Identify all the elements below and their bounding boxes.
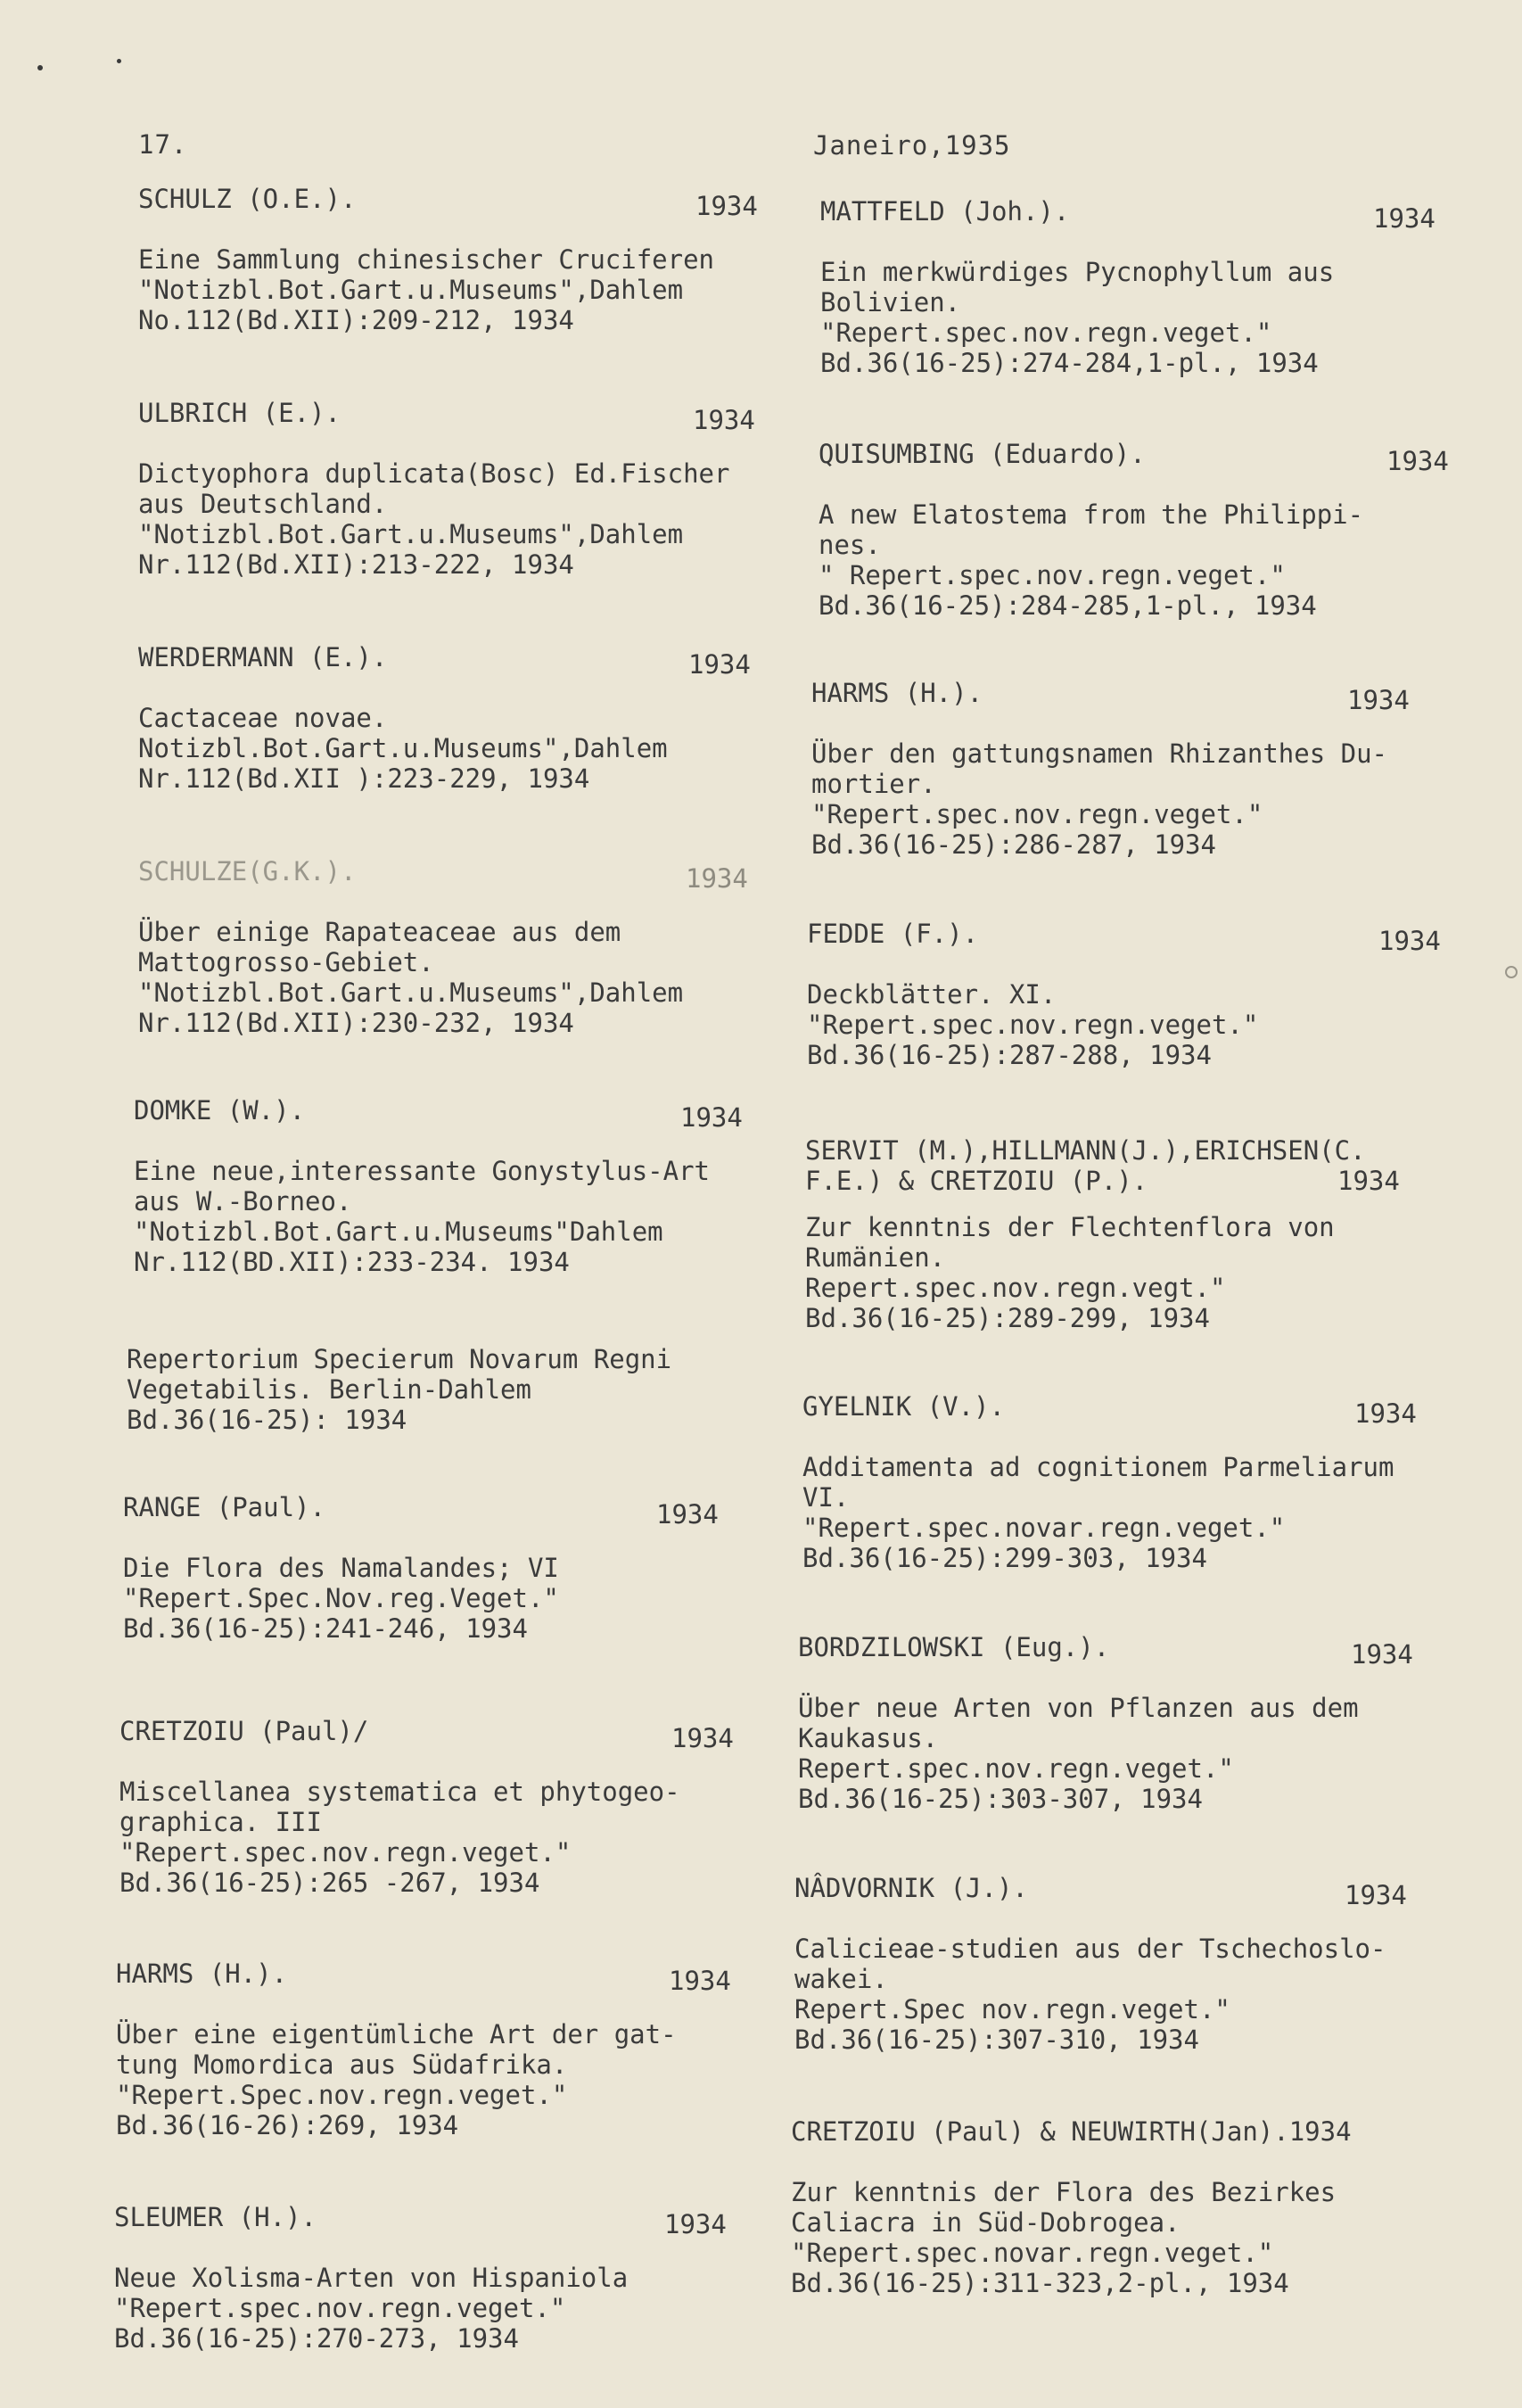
entry-line: Vegetabilis. Berlin-Dahlem [127, 1374, 531, 1405]
entry-author: SCHULZ (O.E.). [138, 184, 357, 214]
entry-line: Rumänien. [805, 1242, 946, 1273]
entry-repertorium [127, 1344, 822, 1435]
entry-author: DOMKE (W.). [134, 1095, 306, 1126]
entry-line: Nr.112(Bd.XII):230-232, 1934 [138, 1008, 574, 1038]
entry-line: "Repert.spec.nov.regn.veget." [114, 2293, 566, 2323]
entry-line: Miscellanea systematica et phytogeo- [119, 1777, 680, 1807]
entry-line: Additamenta ad cognitionem Parmeliarum [802, 1452, 1394, 1482]
entry-author: SERVIT (M.),HILLMANN(J.),ERICHSEN(C. [805, 1135, 1366, 1166]
entry-line: "Repert.Spec.nov.regn.veget." [116, 2080, 568, 2110]
entry-author-continued: F.E.) & CRETZOIU (P.). [805, 1166, 1148, 1196]
entry-line: Bd.36(16-25):289-299, 1934 [805, 1303, 1210, 1333]
entry-line: Bd.36(16-25):303-307, 1934 [798, 1784, 1203, 1814]
entry-author: GYELNIK (V.). [802, 1391, 1005, 1422]
entry-line: "Notizbl.Bot.Gart.u.Museums",Dahlem [138, 977, 684, 1008]
entry-year: 1934 [656, 1499, 719, 1530]
entry-werdermann [138, 642, 834, 794]
entry-line: Über eine eigentümliche Art der gat- [116, 2019, 677, 2049]
entry-line: Repert.spec.nov.regn.veget." [798, 1753, 1234, 1784]
page-date: Janeiro,1935 [813, 130, 1011, 161]
entry-line: Bd.36(16-25):274-284,1-pl., 1934 [820, 348, 1319, 378]
entry-range [123, 1492, 819, 1644]
entry-line: aus W.-Borneo. [134, 1186, 352, 1216]
entry-sleumer [114, 2202, 810, 2354]
entry-line: Mattogrosso-Gebiet. [138, 947, 434, 977]
entry-line: Zur kenntnis der Flora des Bezirkes [791, 2177, 1337, 2207]
entry-author: CRETZOIU (Paul) & NEUWIRTH(Jan).1934 [791, 2116, 1352, 2147]
entry-line: Über neue Arten von Pflanzen aus dem [798, 1693, 1359, 1723]
entry-harms-right [811, 678, 1507, 860]
entry-line: "Repert.spec.nov.regn.veget." [807, 1010, 1259, 1040]
entry-year: 1934 [680, 1102, 743, 1133]
entry-line: Eine neue,interessante Gonystylus-Art [134, 1156, 711, 1186]
entry-line: Bd.36(16-25):265 -267, 1934 [119, 1868, 540, 1898]
entry-mattfeld [820, 196, 1516, 378]
entry-line: Zur kenntnis der Flechtenflora von [805, 1212, 1335, 1242]
entry-year: 1934 [1337, 1166, 1400, 1196]
entry-line: Ein merkwürdiges Pycnophyllum aus [820, 257, 1335, 287]
entry-author: WERDERMANN (E.). [138, 642, 388, 672]
entry-line: VI. [802, 1482, 850, 1513]
entry-line: "Repert.spec.nov.regn.veget." [119, 1837, 572, 1868]
entry-author: CRETZOIU (Paul)/ [119, 1716, 369, 1746]
entry-harms-left [116, 1959, 811, 2140]
entry-author: SCHULZE(G.K.). [138, 856, 357, 887]
entry-line: mortier. [811, 769, 936, 799]
entry-cretzoiu [119, 1716, 815, 1898]
entry-line: "Repert.spec.nov.regn.veget." [820, 317, 1272, 348]
ink-speck [117, 59, 121, 63]
entry-year: 1934 [671, 1723, 734, 1753]
entry-line: Bd.36(16-25):284-285,1-pl., 1934 [819, 590, 1317, 621]
entry-year: 1934 [1373, 203, 1436, 234]
entry-line: Bd.36(16-25):287-288, 1934 [807, 1040, 1212, 1070]
entry-nadvornik [794, 1873, 1490, 2055]
entry-author: SLEUMER (H.). [114, 2202, 317, 2232]
entry-year: 1934 [695, 191, 758, 221]
margin-mark [1505, 966, 1518, 978]
entry-line: "Repert.spec.nov.regn.veget." [811, 799, 1263, 829]
entry-author: MATTFELD (Joh.). [820, 196, 1070, 227]
entry-line: Bd.36(16-26):269, 1934 [116, 2110, 459, 2140]
entry-author: HARMS (H.). [811, 678, 983, 708]
entry-year: 1934 [1345, 1880, 1407, 1910]
entry-bordzilowski [798, 1632, 1493, 1814]
entry-line: Bd.36(16-25):311-323,2-pl., 1934 [791, 2268, 1289, 2298]
entry-ulbrich [138, 398, 834, 580]
entry-year: 1934 [693, 405, 755, 435]
entry-line: "Notizbl.Bot.Gart.u.Museums"Dahlem [134, 1216, 663, 1247]
page-number: 17. [138, 129, 188, 160]
entry-fedde [807, 919, 1502, 1070]
entry-line: Dictyophora duplicata(Bosc) Ed.Fischer [138, 458, 730, 489]
entry-line: Bd.36(16-25):307-310, 1934 [794, 2025, 1199, 2055]
entry-line: Bd.36(16-25):286-287, 1934 [811, 829, 1216, 860]
entry-line: tung Momordica aus Südafrika. [116, 2049, 568, 2080]
entry-line: "Repert.spec.novar.regn.veget." [802, 1513, 1286, 1543]
entry-line: Repertorium Specierum Novarum Regni [127, 1344, 672, 1374]
entry-year: 1934 [1378, 926, 1441, 956]
entry-line: Die Flora des Namalandes; VI [123, 1553, 559, 1583]
entry-author: ULBRICH (E.). [138, 398, 341, 428]
ink-speck [37, 65, 43, 70]
entry-line: Nr.112(BD.XII):233-234. 1934 [134, 1247, 570, 1277]
entry-line: "Repert.spec.novar.regn.veget." [791, 2238, 1274, 2268]
entry-year: 1934 [688, 649, 751, 680]
entry-line: No.112(Bd.XII):209-212, 1934 [138, 305, 574, 335]
entry-domke [134, 1095, 829, 1277]
entry-author: NÂDVORNIK (J.). [794, 1873, 1028, 1903]
entry-schulze [138, 856, 834, 1038]
entry-author: RANGE (Paul). [123, 1492, 325, 1522]
entry-author: BORDZILOWSKI (Eug.). [798, 1632, 1110, 1662]
entry-year: 1934 [1347, 685, 1410, 715]
entry-line: Neue Xolisma-Arten von Hispaniola [114, 2263, 629, 2293]
entry-line: Bolivien. [820, 287, 961, 317]
entry-year: 1934 [686, 863, 748, 894]
entry-line: Caliciеae-studien aus der Tschechoslo- [794, 1934, 1386, 1964]
entry-line: Caliacra in Süd-Dobrogea. [791, 2207, 1181, 2238]
entry-line: "Notizbl.Bot.Gart.u.Museums",Dahlem [138, 275, 684, 305]
entry-line: Über den gattungsnamen Rhizanthes Du- [811, 738, 1388, 769]
entry-line: Bd.36(16-25):241-246, 1934 [123, 1613, 528, 1644]
entry-line: A new Elatostema from the Philippi- [819, 499, 1364, 530]
entry-year: 1934 [664, 2209, 727, 2239]
entry-servit [805, 1135, 1501, 1333]
entry-line: Über einige Rapateaceae aus dem [138, 917, 621, 947]
entry-schulz [138, 184, 834, 335]
entry-line: " Repert.spec.nov.regn.veget." [819, 560, 1286, 590]
entry-line: Eine Sammlung chinesischer Cruciferen [138, 244, 715, 275]
entry-line: Repert.Spec nov.regn.veget." [794, 1994, 1230, 2025]
entry-line: Nr.112(Bd.XII ):223-229, 1934 [138, 763, 590, 794]
entry-year: 1934 [1351, 1639, 1413, 1670]
entry-cretzoiu-neuwirth [791, 2116, 1486, 2298]
entry-line: "Notizbl.Bot.Gart.u.Museums",Dahlem [138, 519, 684, 549]
entry-line: graphica. III [119, 1807, 322, 1837]
entry-year: 1934 [1354, 1398, 1417, 1429]
entry-line: Bd.36(16-25): 1934 [127, 1405, 407, 1435]
entry-author: QUISUMBING (Eduardo). [819, 439, 1146, 469]
entry-line: Repert.spec.nov.regn.vegt." [805, 1273, 1226, 1303]
entry-line: Kaukasus. [798, 1723, 939, 1753]
entry-gyelnik [802, 1391, 1498, 1573]
entry-line: Cactaceae novae. [138, 703, 388, 733]
entry-line: aus Deutschland. [138, 489, 388, 519]
entry-author: HARMS (H.). [116, 1959, 288, 1989]
entry-quisumbing [819, 439, 1514, 621]
entry-line: Bd.36(16-25):270-273, 1934 [114, 2323, 519, 2354]
entry-line: Bd.36(16-25):299-303, 1934 [802, 1543, 1207, 1573]
entry-year: 1934 [669, 1966, 731, 1996]
entry-year: 1934 [1386, 446, 1449, 476]
entry-line: Nr.112(Bd.XII):213-222, 1934 [138, 549, 574, 580]
entry-author: FEDDE (F.). [807, 919, 979, 949]
entry-line: Deckblätter. XI. [807, 979, 1057, 1010]
entry-line: wakei. [794, 1964, 888, 1994]
entry-line: Notizbl.Bot.Gart.u.Museums",Dahlem [138, 733, 668, 763]
entry-line: "Repert.Spec.Nov.reg.Veget." [123, 1583, 559, 1613]
entry-line: nes. [819, 530, 881, 560]
